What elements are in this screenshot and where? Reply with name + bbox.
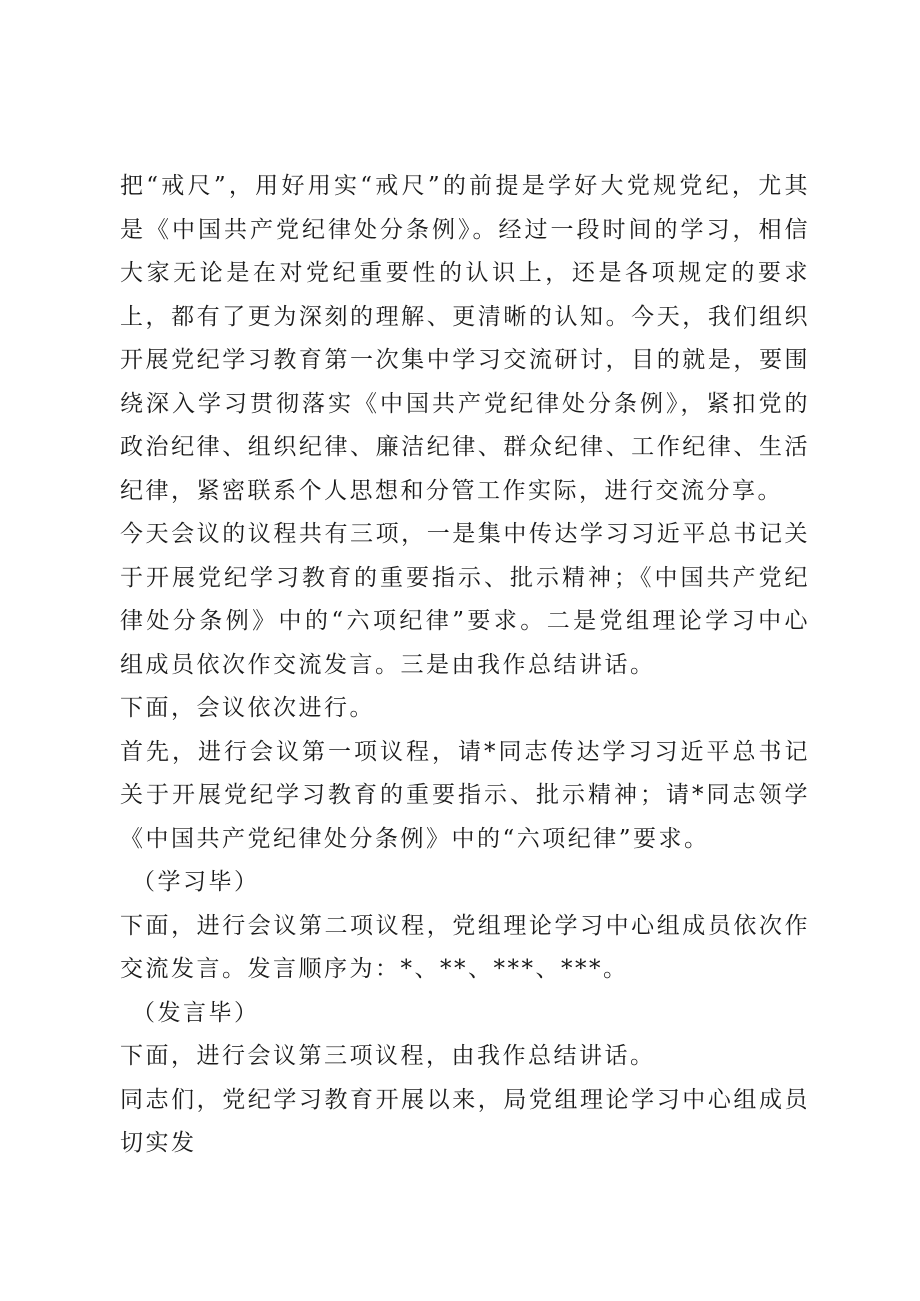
paragraph-agenda-item-one: 首先，进行会议第一项议程，请*同志传达学习习近平总书记关于开展党纪学习教育的重要指示、批示精神；请*同志领学《中国共产党纪律处分条例》中的“六项纪律”要求。 [120, 738, 810, 852]
paragraph-agenda-item-three: 下面，进行会议第三项议程，由我作总结讲话。 [120, 1043, 656, 1069]
paragraph-discipline-ruler: 把“戒尺”，用好用实“戒尺”的前提是学好大党规党纪，尤其是《中国共产党纪律处分条例》。经过一段时间的学习，相信大家无论是在对党纪重要性的认识上，还是各项规定的要求上，都有了更为深刻的理解、更清晰的认知。今天，我们组织开展党纪学习教育第一次集中学习交流研讨，目的就是，要围绕深入学习贯彻落实《中国共产党纪律处分条例》，紧扣党的政治纪律、组织纪律、廉洁纪律、群众纪律、工作纪律、生活纪律，紧密联系个人思想和分管工作实际，进行交流分享。 [120, 173, 810, 504]
paragraph-proceed: 下面，会议依次进行。 [120, 695, 375, 721]
paragraph-closing-speech: 同志们，党纪学习教育开展以来，局党组理论学习中心组成员切实发 [120, 1086, 810, 1156]
note-study-finished: （学习毕） [132, 869, 260, 895]
document-body [120, 165, 810, 1166]
paragraph-agenda-overview: 今天会议的议程共有三项，一是集中传达学习习近平总书记关于开展党纪学习教育的重要指示、批示精神；《中国共产党纪律处分条例》中的“六项纪律”要求。二是党组理论学习中心组成员依次作交流发言。三是由我作总结讲话。 [120, 521, 810, 678]
note-speech-finished: （发言毕） [132, 999, 260, 1026]
paragraph-agenda-item-two: 下面，进行会议第二项议程，党组理论学习中心组成员依次作交流发言。发言顺序为：*、**、***、***。 [120, 912, 810, 982]
